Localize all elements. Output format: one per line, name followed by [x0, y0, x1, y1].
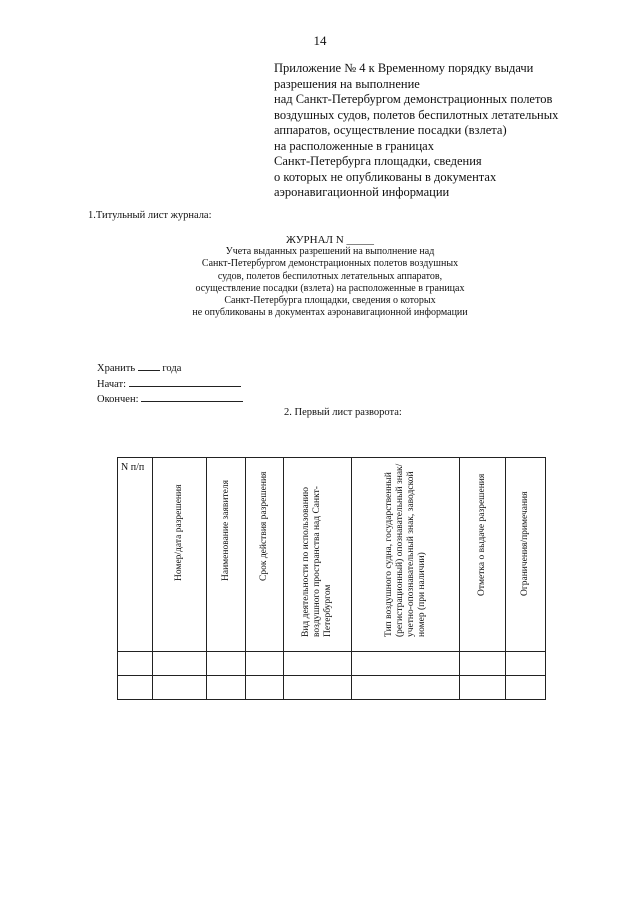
appendix-line: аэронавигационной информации [274, 185, 450, 199]
appendix-line: аппаратов, осуществление посадки (взлета) [274, 123, 507, 137]
header-cell [118, 458, 153, 652]
header-cell [352, 458, 460, 652]
keep-suffix: года [162, 363, 182, 374]
header-permit-validity: Срок действия разрешения [259, 471, 269, 581]
appendix-line: воздушных судов, полетов беспилотных летательных [274, 107, 559, 122]
section-title-page-heading: 1.Титульный лист журнала: [88, 210, 212, 221]
table-row [118, 652, 546, 676]
started-blank [129, 376, 241, 387]
header-cell [153, 458, 207, 652]
header-restrictions-notes: Ограничения/примечания [520, 491, 530, 596]
header-cell [506, 458, 546, 652]
header-cell [246, 458, 284, 652]
section-first-spread-heading: 2. Первый лист разворота: [284, 407, 402, 418]
table-header-row [118, 458, 546, 652]
page-number: 14 [313, 33, 327, 48]
journal-line: Учета выданных разрешений на выполнение над [225, 246, 435, 258]
appendix-line: Приложение № 4 к Временному порядку выдачи [274, 61, 534, 75]
storage-block [97, 360, 243, 407]
appendix-line: о которых не опубликованы в документах [274, 169, 497, 184]
journal-title: ЖУРНАЛ N _____ [286, 234, 374, 246]
journal-line: осуществление посадки (взлета) на расположенные в границах [195, 282, 465, 294]
journal-line: судов, полетов беспилотных летательных аппаратов, [217, 270, 443, 282]
ended-blank [141, 391, 243, 402]
journal-line: Санкт-Петербурга площадки, сведения о которых [224, 295, 436, 307]
appendix-line: над Санкт-Петербургом демонстрационных полетов [274, 92, 553, 106]
appendix-line: на расположенные в границах [274, 138, 434, 153]
journal-line: не опубликованы в документах аэронавигационной информации [192, 307, 468, 319]
keep-years-blank [138, 360, 160, 371]
appendix-line: Санкт-Петербурга площадки, сведения [274, 154, 482, 168]
keep-label: Хранить [97, 363, 136, 374]
ended-row [97, 391, 243, 407]
header-aircraft-type: Тип воздушного судна, государственный (регистрационный) опознавательный знак/учетно-опознавательный знак, заводской номер (при наличии) [383, 463, 427, 637]
header-cell [207, 458, 246, 652]
keep-row [97, 360, 243, 376]
header-applicant-name: Наименование заявителя [220, 480, 231, 581]
appendix-line: разрешения на выполнение [274, 76, 420, 91]
header-issue-mark: Отметка о выдаче разрешения [477, 473, 487, 596]
header-permit-number-date: Номер/дата разрешения [174, 484, 184, 581]
table-row [118, 676, 546, 700]
header-number: N п/п [121, 462, 145, 473]
ended-label: Окончен: [97, 394, 139, 405]
started-label: Начат: [97, 378, 126, 390]
header-activity-type: Вид деятельности по использованию воздушного пространства над Санкт-Петербургом [301, 486, 333, 637]
started-row [97, 376, 243, 392]
journal-title-block [100, 234, 560, 319]
header-cell [284, 458, 352, 652]
header-cell [460, 458, 506, 652]
journal-line: Санкт-Петербургом демонстрационных полетов воздушных [201, 258, 459, 270]
appendix-header [274, 61, 594, 201]
journal-table [117, 457, 546, 700]
